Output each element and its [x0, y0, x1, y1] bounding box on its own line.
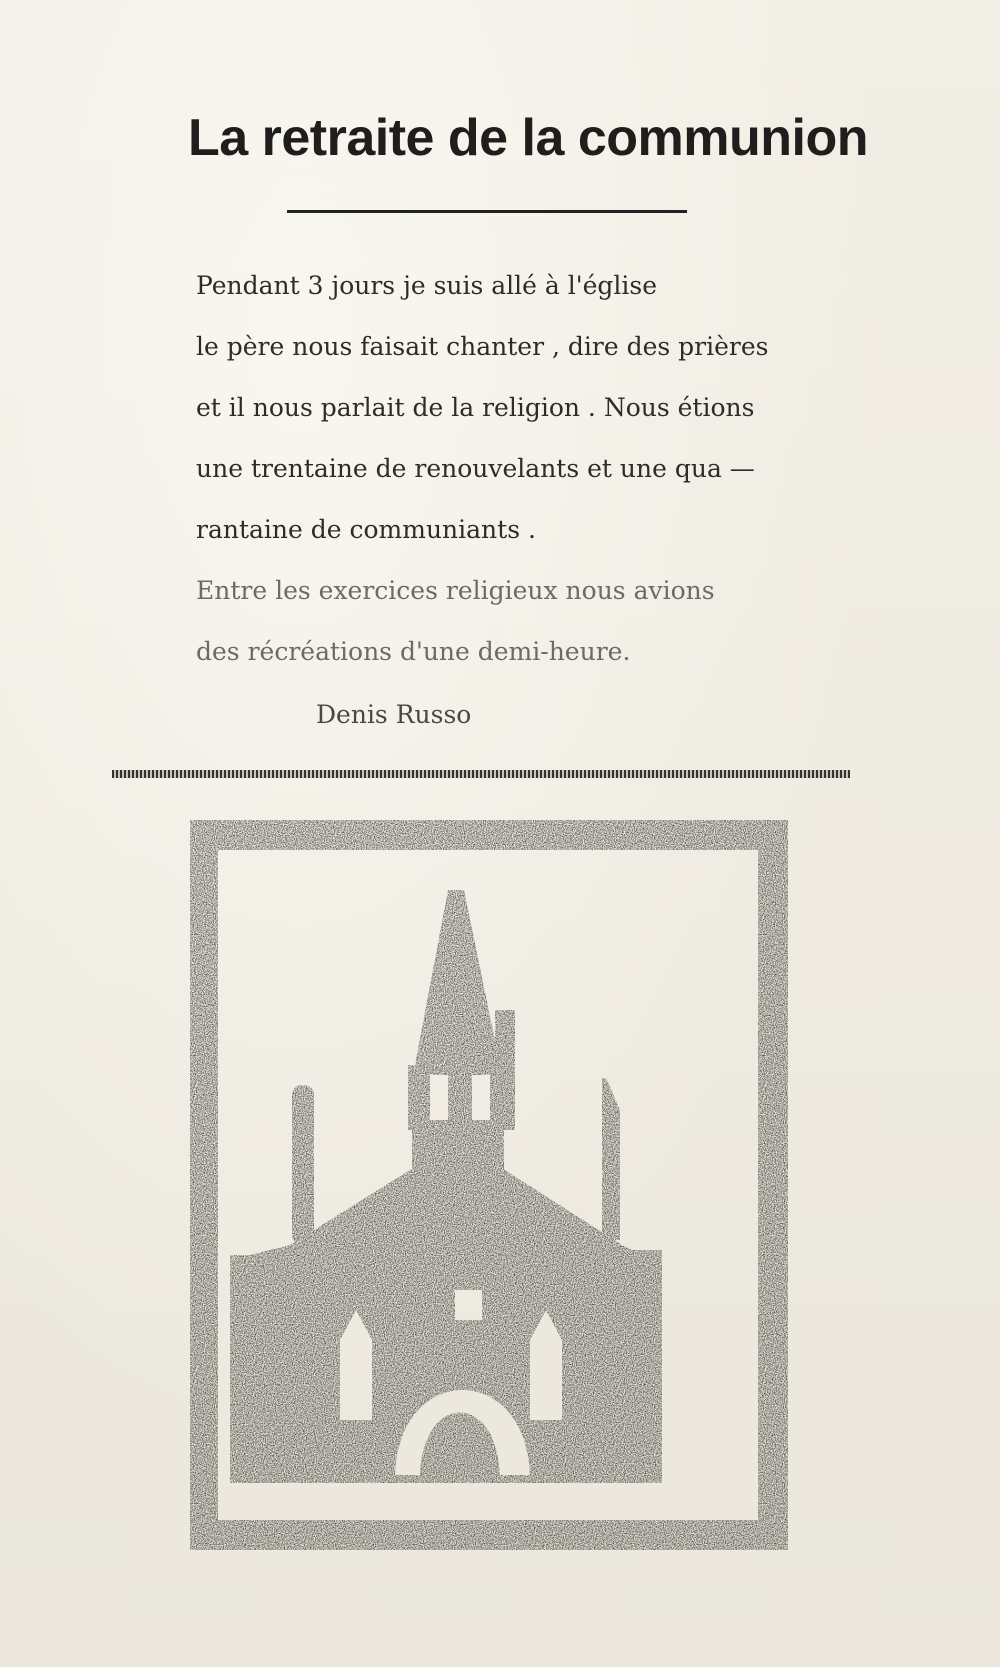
author-signature: Denis Russo [316, 700, 472, 729]
woodcut-ink [190, 820, 788, 1550]
body-line: le père nous faisait chanter , dire des prières [196, 332, 769, 361]
body-line: des récréations d'une demi-heure. [196, 637, 631, 666]
page-title: La retraite de la communion [188, 109, 868, 167]
body-line: rantaine de communiants . [196, 515, 536, 544]
body-line: Entre les exercices religieux nous avions [196, 576, 715, 605]
body-line: une trentaine de renouvelants et une qua — [196, 454, 755, 483]
body-line: Pendant 3 jours je suis allé à l'église [196, 271, 658, 300]
title-divider [287, 210, 687, 213]
body-text [196, 255, 836, 682]
section-divider [112, 770, 850, 778]
church-woodcut-icon [190, 820, 788, 1550]
body-line: et il nous parlait de la religion . Nous étions [196, 393, 755, 422]
